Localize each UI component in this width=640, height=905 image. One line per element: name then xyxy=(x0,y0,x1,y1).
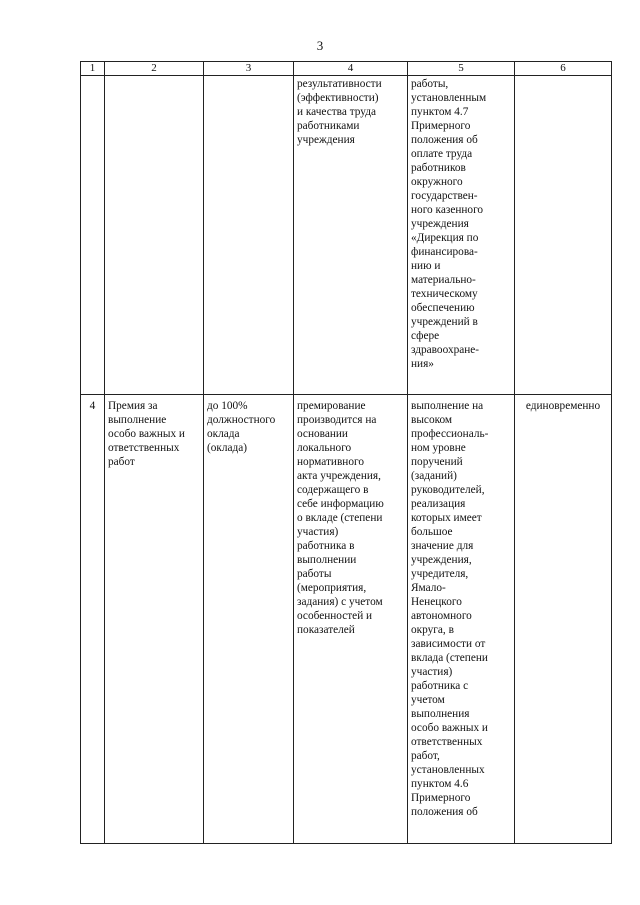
page-number: 3 xyxy=(316,38,324,53)
row-cont-periodicity xyxy=(515,76,612,395)
header-col-6: 6 xyxy=(515,62,612,76)
header-col-2: 2 xyxy=(105,62,204,76)
header-col-3: 3 xyxy=(204,62,294,76)
table-header-row xyxy=(81,62,612,76)
table-row xyxy=(81,395,612,844)
row-cont-procedure: результативности (эффективности) и качества труда работниками учреждения xyxy=(294,76,408,395)
bonus-table xyxy=(80,61,612,844)
row-4-procedure: премирование производится на основании локального нормативного акта учреждения, содержащего в себе информацию о вкладе (степени участия) работника в выполнении работы (мероприятия, задания) с учетом особенностей и показателей xyxy=(294,395,408,844)
row-4-amount: до 100% должностного оклада (оклада) xyxy=(204,395,294,844)
row-4-name: Премия за выполнение особо важных и ответственных работ xyxy=(105,395,204,844)
row-cont-name xyxy=(105,76,204,395)
row-4-conditions: выполнение на высоком профессиональ- ном уровне поручений (заданий) руководителей, реализация которых имеет большое значение для учреждения, учредителя, Ямало- Ненецкого автономного округа, в зависимости от вклада (степени участия) работника с учетом выполнения особо важных и ответственных работ, установленных пунктом 4.6 Примерного положения об xyxy=(408,395,515,844)
row-4-periodicity: единовременно xyxy=(515,395,612,844)
row-cont-amount xyxy=(204,76,294,395)
row-4-num: 4 xyxy=(81,395,105,844)
row-cont-conditions: работы, установленным пунктом 4.7 Примерного положения об оплате труда работников окружного государствен- ного казенного учреждения «Дирекция по финансирова- нию и материально- техническому обеспечению учреждений в сфере здравоохране- ния» xyxy=(408,76,515,395)
header-col-1: 1 xyxy=(81,62,105,76)
row-cont-num xyxy=(81,76,105,395)
header-col-4: 4 xyxy=(294,62,408,76)
table-row xyxy=(81,76,612,395)
header-col-5: 5 xyxy=(408,62,515,76)
